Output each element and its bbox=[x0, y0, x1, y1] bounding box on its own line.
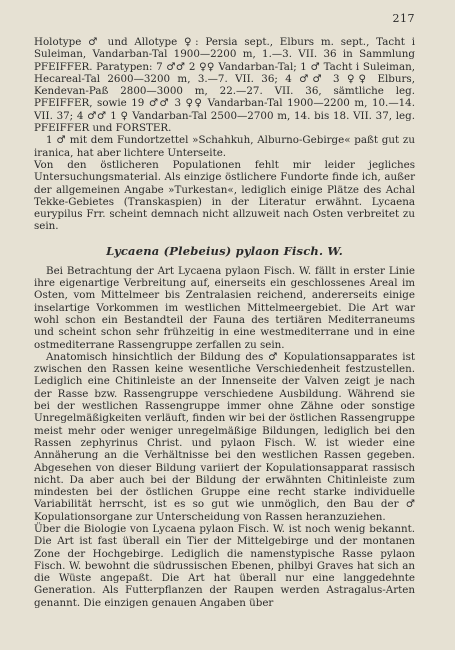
paragraph-type-material: Holotype ♂ und Allotype ♀: Persia sept., Elburs m. sept., Tacht i Suleiman, Vandarban-Tal 1900—2200 m, 1.—3. VII. 36 in Sammlung PFEIFFER. Paratypen: 7 ♂♂ 2 ♀♀ Vandarban-Tal; 1 ♂ Tacht i Suleiman, Hecareal-Tal 2600—3200 m, 3.—7. VII. 36; 4 ♂♂ 3 ♀♀ Elburs, Kendevan-Paß 2800—3000 m, 22.—27. VII. 36, sämtliche leg. PFEIFFER, sowie 19 ♂♂ 3 ♀♀ Vandarban-Tal 1900—2200 m, 10.—14. VII. 37; 4 ♂♂ 1 ♀ Vandarban-Tal 2500—2700 m, 14. bis 18. VII. 37, leg. PFEIFFER und FORSTER. bbox=[34, 36, 415, 135]
paragraph-biology: Über die Biologie von Lycaena pylaon Fisch. W. ist noch wenig bekannt. Die Art ist fast überall ein Tier der Mittelgebirge und der montanen Zone der Hochgebirge. Lediglich die namenstypische Rasse pylaon Fisch. W. bewohnt die südrussischen Ebenen, philbyi Graves hat sich an die Wüste angepaßt. Die Art hat überall nur eine langgedehnte Generation. Als Futterpflanzen der Raupen werden Astragalus-Arten genannt. Die einzigen genauen Angaben über bbox=[34, 522, 415, 609]
section-heading: Lycaena (Plebeius) pylaon Fisch. W. bbox=[106, 243, 343, 258]
paragraph-eastern-populations: Von den östlicheren Populationen fehlt mir leider jegliches Untersuchungsmaterial. Als einzige östlichere Fundorte finde ich, außer der allgemeinen Angabe »Turkestan«, lediglich einige Plätze des Achal Tekke-Gebietes (Transkaspien) in der Literatur erwähnt. Lycaena eurypilus Frr. scheint demnach nicht allzuweit nach Osten verbreitet zu sein. bbox=[34, 158, 415, 233]
page-body bbox=[34, 36, 415, 609]
paragraph-single-male: 1 ♂ mit dem Fundortzettel »Schahkuh, Alburno-Gebirge« paßt gut zu iranica, hat aber lichtere Unterseite. bbox=[34, 134, 415, 159]
page-number: 217 bbox=[392, 12, 415, 25]
paragraph-distribution: Bei Betrachtung der Art Lycaena pylaon Fisch. W. fällt in erster Linie ihre eigenartige Verbreitung auf, einerseits ein geschlossenes Areal im Osten, vom Mittelmeer bis Zentralasien reichend, andererseits einige inselartige Vorkommen im westlichen Mittelmeergebiet. Die Art war wohl schon ein Bestandteil der Fauna des tertiären Mediterraneums und scheint schon sehr frühzeitig in eine westmediterrane und in eine ostmediterrane Rassengruppe zerfallen zu sein. bbox=[34, 264, 415, 351]
paragraph-anatomy: Anatomisch hinsichtlich der Bildung des ♂ Kopulationsapparates ist zwischen den Rassen keine wesentliche Verschiedenheit festzustellen. Lediglich eine Chitinleiste an der Innenseite der Valven zeigt je nach der Rasse bzw. Rassengruppe verschiedene Ausbildung. Während sie bei der westlichen Rassengruppe immer ohne Zähne oder sonstige Unregelmäßigkeiten verläuft, finden wir bei der östlichen Rassengruppe meist mehr oder weniger unregelmäßige Bildungen, lediglich bei den Rassen zephyrinus Christ. und pylaon Fisch. W. ist wieder eine Annäherung an die Verhältnisse bei den westlichen Rassen gegeben. Abgesehen von dieser Bildung variiert der Kopulationsapparat rassisch nicht. Da aber auch bei der Bildung der erwähnten Chitinleiste zum mindesten bei der östlichen Gruppe eine recht starke individuelle Variabilität herrscht, ist es so gut wie unmöglich, den Bau der ♂ Kopulationsorgane zur Unterscheidung von Rassen heranzuziehen. bbox=[34, 350, 415, 523]
